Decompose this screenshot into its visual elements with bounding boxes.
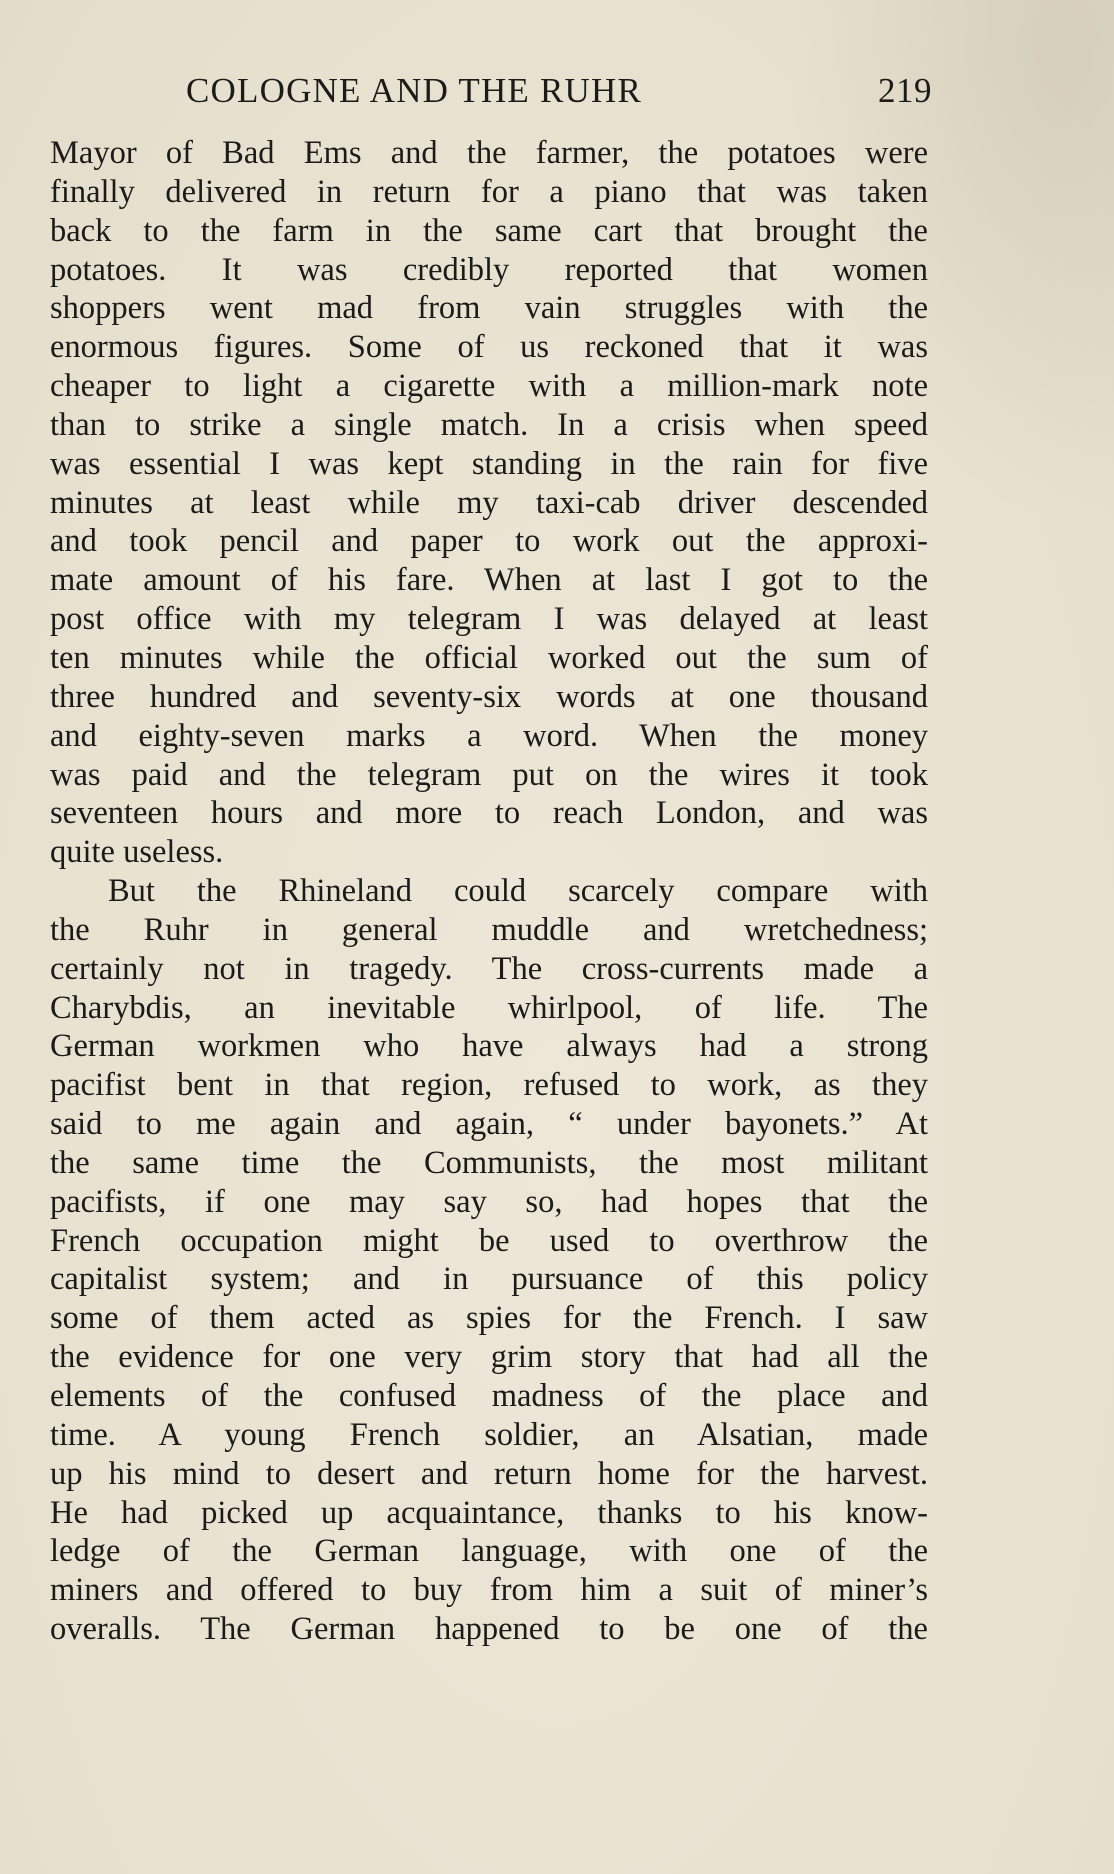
text-line: potatoes. It was credibly reported that women — [50, 251, 928, 288]
text-line: was essential I was kept standing in the rain for five — [50, 445, 928, 482]
text-line: French occupation might be used to overthrow the — [50, 1222, 928, 1259]
body-text — [50, 134, 928, 1649]
text-line: He had picked up acquaintance, thanks to his know- — [50, 1494, 928, 1531]
text-line: finally delivered in return for a piano that was taken — [50, 173, 928, 210]
text-line: the evidence for one very grim story that had all the — [50, 1339, 928, 1376]
text-line: minutes at least while my taxi-cab driver descended — [50, 484, 928, 521]
text-line: the same time the Communists, the most militant — [50, 1144, 928, 1181]
text-line: seventeen hours and more to reach London, and was — [50, 795, 928, 832]
text-line: pacifist bent in that region, refused to work, as they — [50, 1067, 928, 1104]
text-line: was paid and the telegram put on the wires it took — [50, 756, 928, 793]
text-line: said to me again and again, “ under bayonets.” At — [50, 1106, 928, 1143]
text-line: three hundred and seventy-six words at one thousand — [50, 678, 928, 715]
text-line: the Ruhr in general muddle and wretchedness; — [50, 911, 928, 948]
paragraph-end-line: quite useless. — [50, 834, 224, 871]
text-line: ledge of the German language, with one of the — [50, 1533, 928, 1570]
text-line: than to strike a single match. In a crisis when speed — [50, 406, 928, 443]
text-line: German workmen who have always had a strong — [50, 1028, 928, 1065]
chapter-title: COLOGNE AND THE RUHR — [186, 71, 642, 110]
text-line: mate amount of his fare. When at last I got to the — [50, 562, 928, 599]
text-line: miners and offered to buy from him a suit of miner’s — [50, 1572, 928, 1609]
text-line: up his mind to desert and return home for the harvest. — [50, 1455, 928, 1492]
paragraph-start-line: But the Rhineland could scarcely compare with — [108, 873, 928, 910]
text-line: some of them acted as spies for the French. I saw — [50, 1300, 928, 1337]
text-line: ten minutes while the official worked out the sum of — [50, 639, 928, 676]
text-line: enormous figures. Some of us reckoned that it was — [50, 329, 928, 366]
text-line: shoppers went mad from vain struggles with the — [50, 290, 928, 327]
text-line: certainly not in tragedy. The cross-currents made a — [50, 950, 928, 987]
text-line: pacifists, if one may say so, had hopes that the — [50, 1183, 928, 1220]
text-line: overalls. The German happened to be one of the — [50, 1611, 928, 1648]
page-number: 219 — [878, 71, 932, 110]
text-line: time. A young French soldier, an Alsatian, made — [50, 1416, 928, 1453]
text-line: and eighty-seven marks a word. When the money — [50, 717, 928, 754]
running-head — [186, 66, 932, 116]
text-line: and took pencil and paper to work out the approxi- — [50, 523, 928, 560]
text-line: elements of the confused madness of the place and — [50, 1378, 928, 1414]
text-line: capitalist system; and in pursuance of this policy — [50, 1261, 928, 1298]
text-line: back to the farm in the same cart that brought the — [50, 212, 928, 249]
text-line: Charybdis, an inevitable whirlpool, of life. The — [50, 989, 928, 1026]
text-line: post office with my telegram I was delayed at least — [50, 601, 928, 638]
text-line: Mayor of Bad Ems and the farmer, the potatoes were — [50, 135, 928, 171]
text-line: cheaper to light a cigarette with a million-mark note — [50, 368, 928, 405]
